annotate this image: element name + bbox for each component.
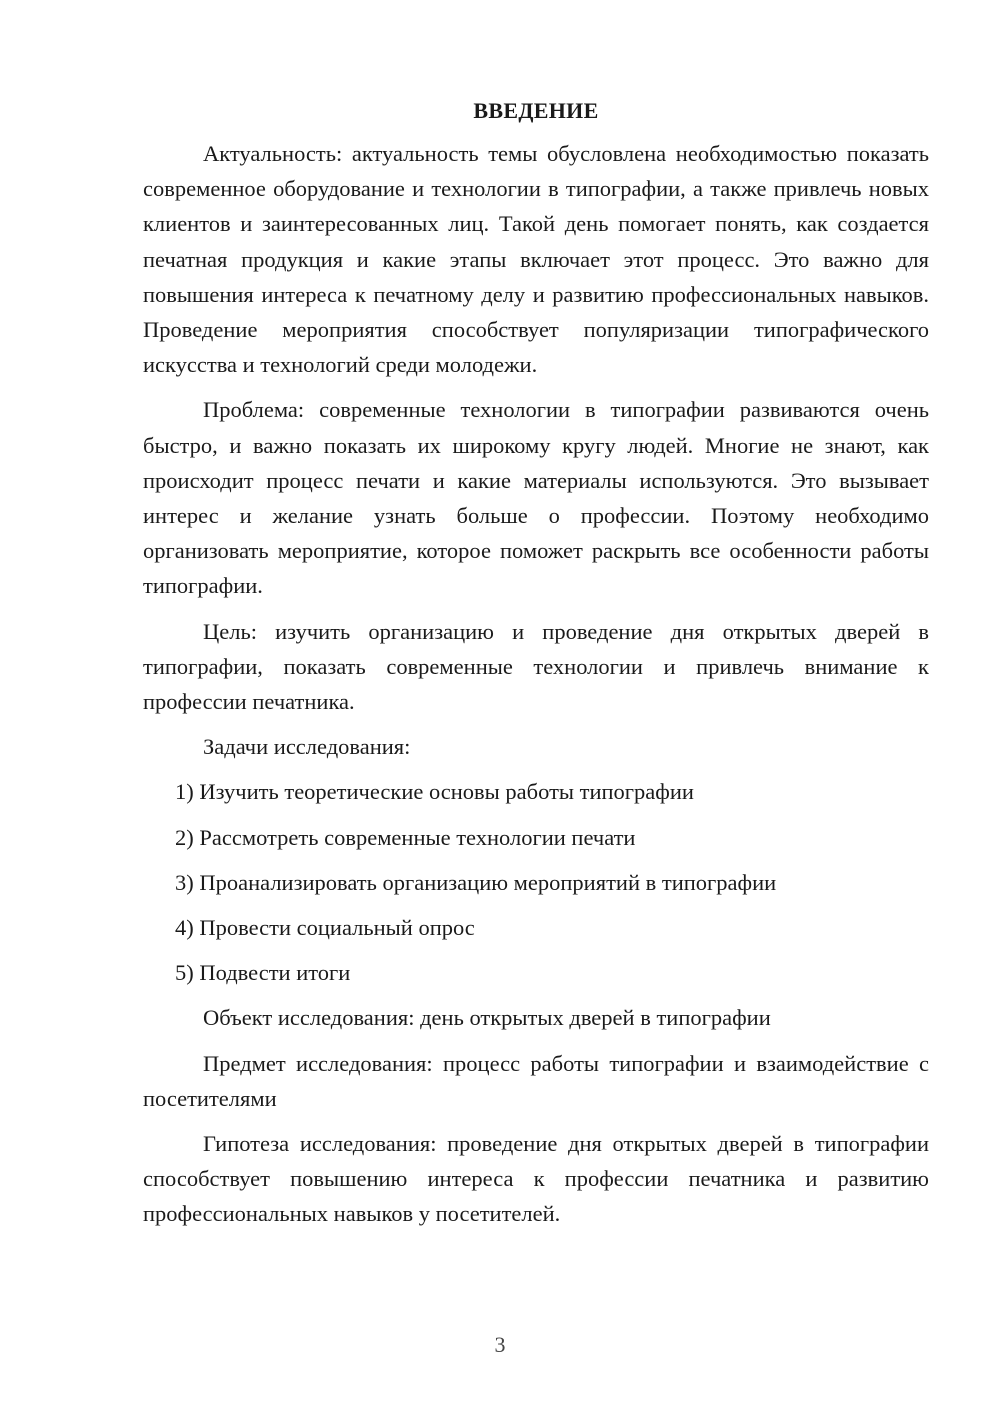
subject-paragraph: Предмет исследования: процесс работы типографии и взаимодействие с посетителями	[143, 1050, 929, 1111]
tasks-list	[143, 774, 929, 990]
hypothesis-paragraph: Гипотеза исследования: проведение дня открытых дверей в типографии способствует повышению интереса к профессии печатника и развитию профессиональных навыков у посетителей.	[143, 1131, 929, 1227]
object-paragraph: Объект исследования: день открытых дверей в типографии	[203, 1005, 771, 1031]
section-heading: ВВЕДЕНИЕ	[473, 98, 599, 123]
tasks-title: Задачи исследования:	[203, 734, 411, 760]
page-number: 3	[494, 1332, 506, 1357]
relevance-paragraph: Актуальность: актуальность темы обусловлена необходимостью показать современное оборудование и технологии в типографии, а также привлечь новых клиентов и заинтересованных лиц. Такой день помогает понять, как создается печатная продукция и какие этапы включает этот процесс. Это важно для повышения интереса к печатному делу и развитию профессиональных навыков. Проведение мероприятия способствует популяризации типографического искусства и технологий среди молодежи.	[143, 141, 929, 378]
list-item: 4) Провести социальный опрос	[175, 915, 475, 941]
list-item: 3) Проанализировать организацию мероприятий в типографии	[175, 869, 777, 895]
list-item: 1) Изучить теоретические основы работы типографии	[175, 779, 694, 805]
page-content	[143, 96, 929, 1242]
list-item: 5) Подвести итоги	[175, 960, 351, 986]
goal-paragraph: Цель: изучить организацию и проведение дня открытых дверей в типографии, показать современные технологии и привлечь внимание к профессии печатника.	[143, 618, 929, 715]
problem-paragraph: Проблема: современные технологии в типографии развиваются очень быстро, и важно показать их широкому кругу людей. Многие не знают, как происходит процесс печати и какие материалы используются. Это вызывает интерес и желание узнать больше о профессии. Поэтому необходимо организовать мероприятие, которое поможет раскрыть все особенности работы типографии.	[143, 397, 929, 599]
list-item: 2) Рассмотреть современные технологии печати	[175, 824, 636, 850]
